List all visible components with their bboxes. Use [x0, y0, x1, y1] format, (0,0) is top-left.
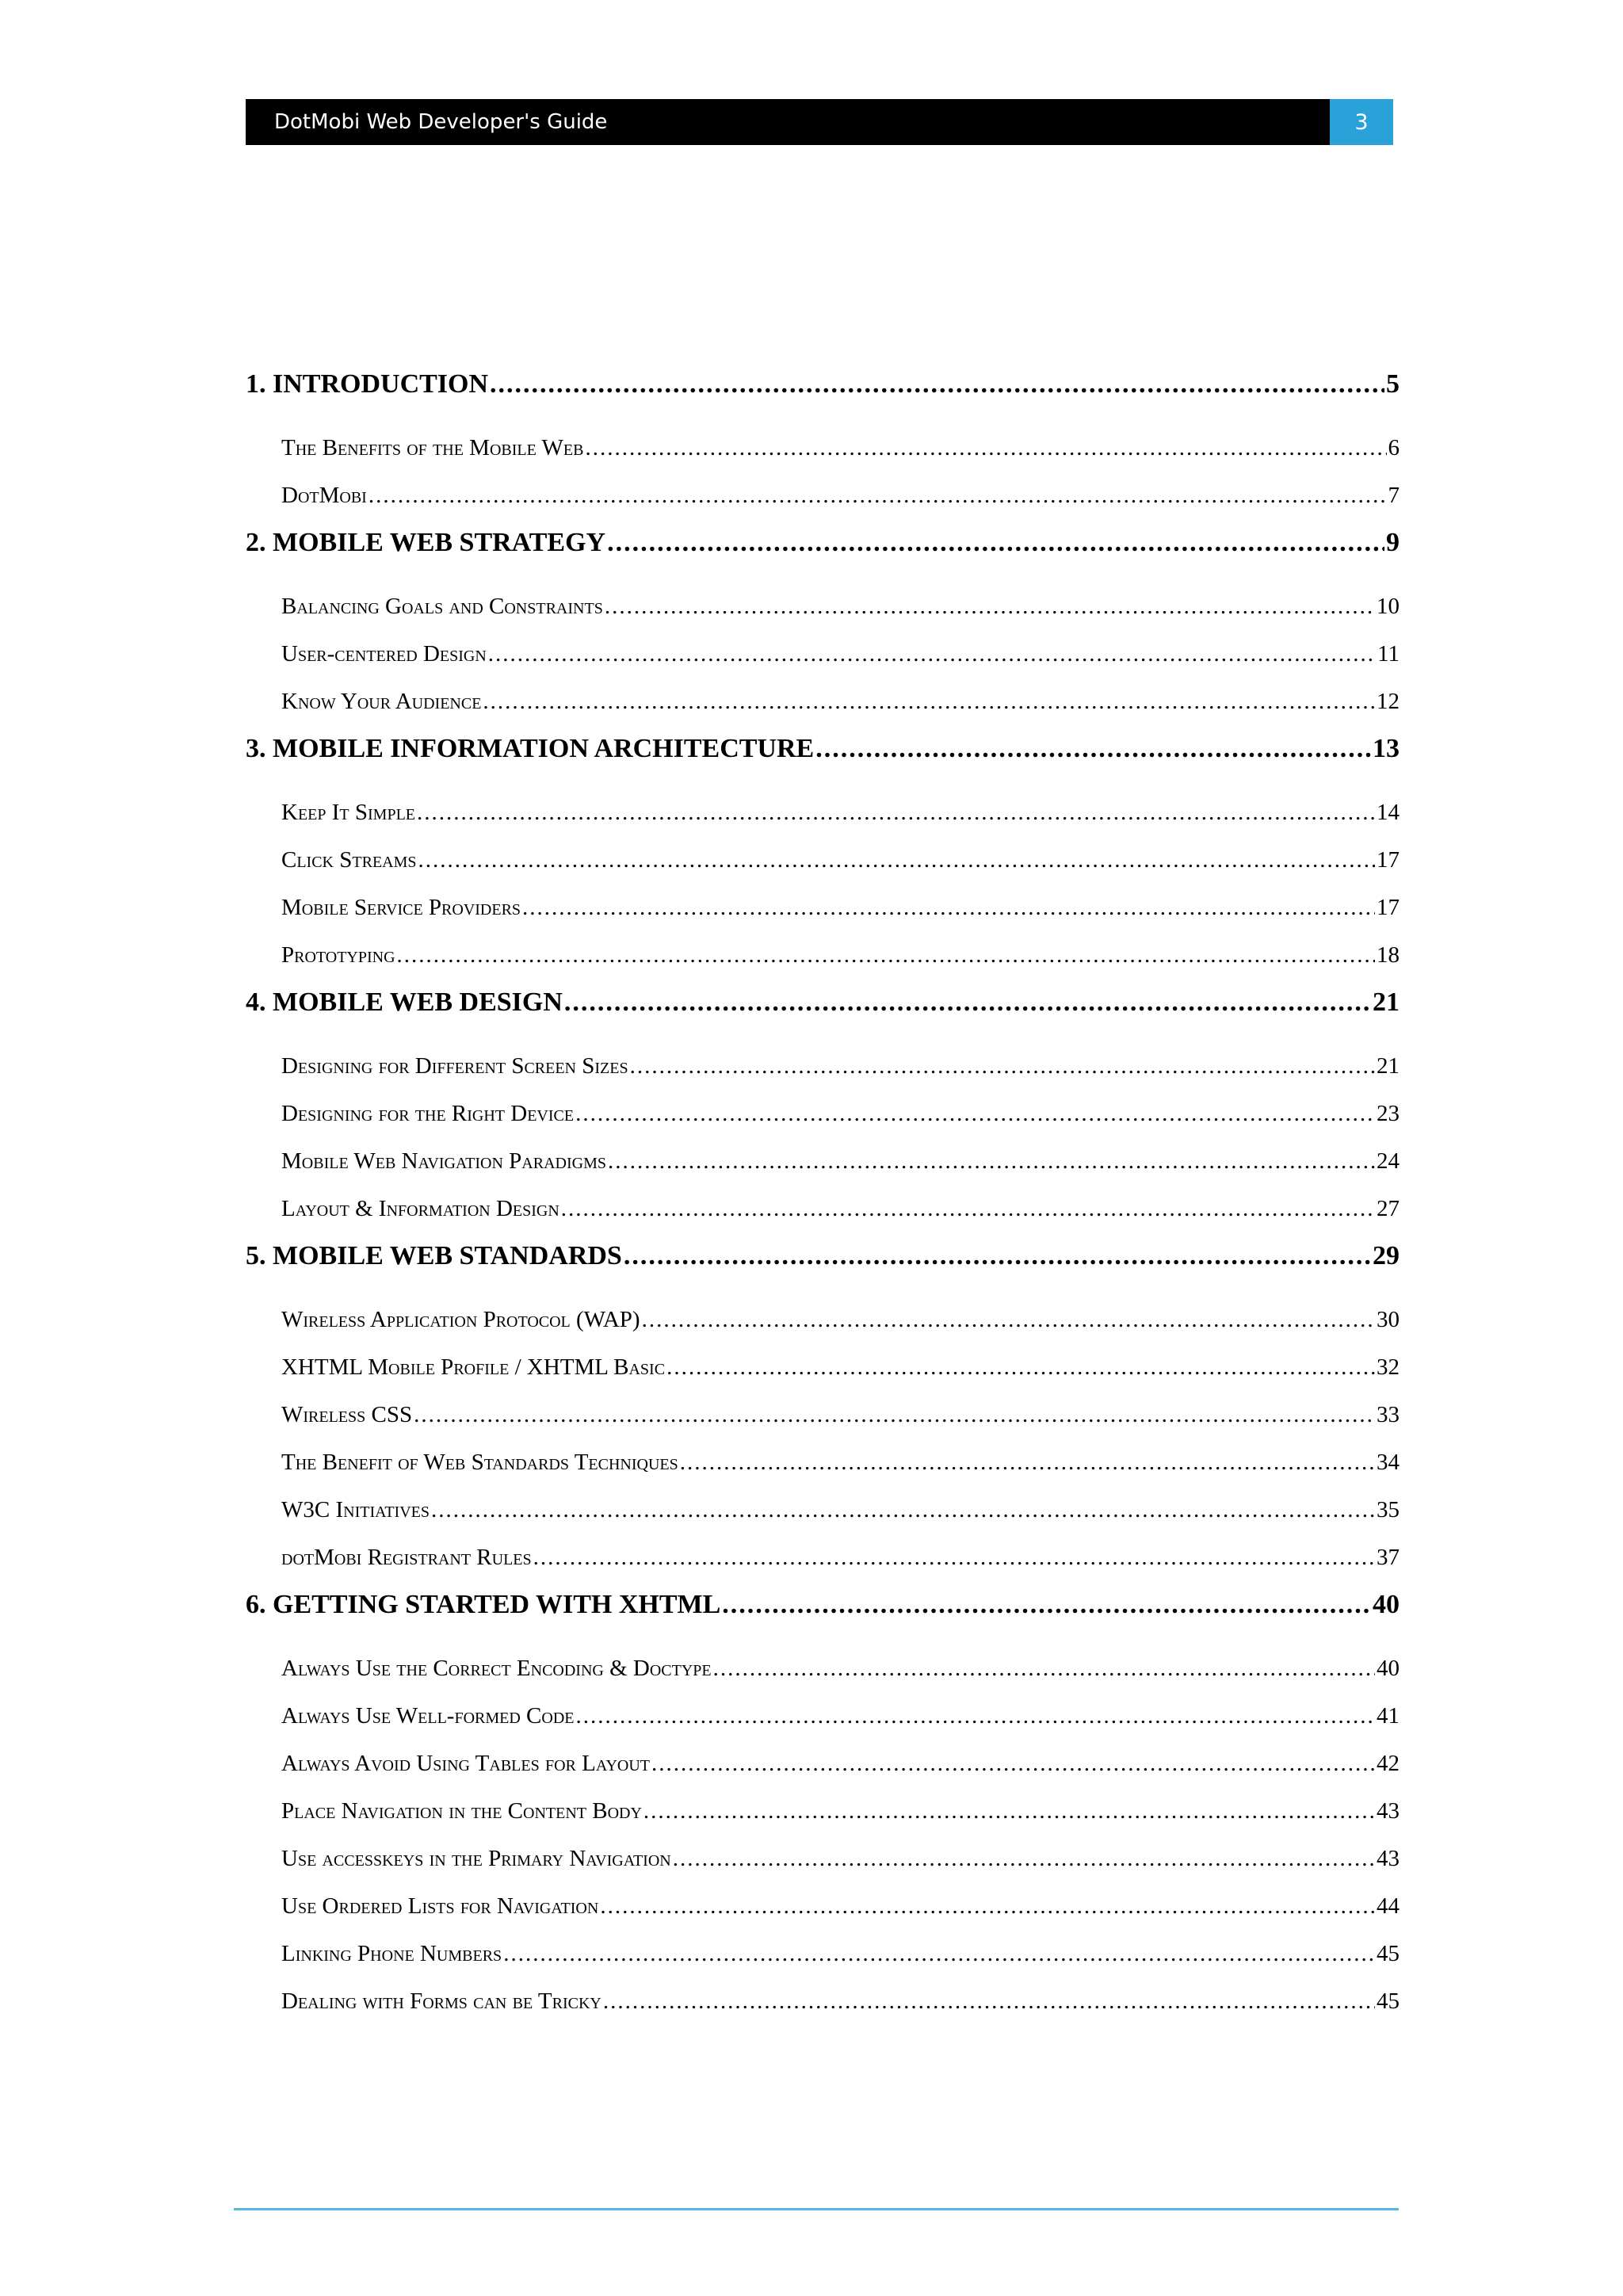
toc-subsection-entry[interactable] [246, 424, 1400, 472]
dot-leader [576, 1692, 1376, 1740]
dot-leader [630, 1042, 1375, 1090]
toc-subsection-entry[interactable] [246, 789, 1400, 836]
toc-subsection-entry[interactable] [246, 1977, 1400, 2025]
toc-entry-page-number: 33 [1377, 1402, 1400, 1427]
toc-entry-label: Prototyping [281, 942, 395, 968]
dot-leader [603, 1977, 1375, 2025]
dot-leader [564, 979, 1371, 1026]
dot-leader [643, 1787, 1375, 1835]
dot-leader [561, 1185, 1375, 1232]
toc-entry-label: W3C Initiatives [281, 1497, 430, 1522]
dot-leader [417, 789, 1375, 836]
dot-leader [600, 1882, 1375, 1930]
dot-leader [713, 1645, 1375, 1692]
toc-entry-label: Dealing with Forms can be Tricky [281, 1988, 601, 2014]
toc-section-entry[interactable] [246, 519, 1400, 583]
dot-leader [607, 519, 1384, 567]
document-title: DotMobi Web Developer's Guide [274, 110, 608, 134]
toc-entry-page-number: 18 [1377, 942, 1400, 968]
toc-entry-page-number: 37 [1377, 1545, 1400, 1570]
toc-subsection-entry[interactable] [246, 1042, 1400, 1090]
toc-subsection-entry[interactable] [246, 1343, 1400, 1391]
dot-leader [575, 1090, 1375, 1137]
toc-entry-label: Always Use Well-formed Code [281, 1703, 575, 1729]
toc-entry-page-number: 13 [1373, 734, 1400, 763]
dot-leader [533, 1534, 1375, 1581]
toc-subsection-entry[interactable] [246, 583, 1400, 630]
toc-entry-label: dotMobi Registrant Rules [281, 1545, 532, 1570]
toc-entry-label: Designing for the Right Device [281, 1101, 575, 1126]
toc-entry-label: 3. MOBILE INFORMATION ARCHITECTURE [246, 734, 815, 763]
toc-entry-label: Keep It Simple [281, 800, 416, 825]
toc-entry-page-number: 27 [1377, 1196, 1400, 1221]
toc-subsection-entry[interactable] [246, 1296, 1400, 1343]
toc-entry-page-number: 41 [1377, 1703, 1400, 1729]
dot-leader [418, 836, 1375, 884]
toc-entry-label: 2. MOBILE WEB STRATEGY [246, 528, 606, 557]
toc-section-entry[interactable] [246, 979, 1400, 1042]
dot-leader [642, 1296, 1375, 1343]
toc-entry-page-number: 21 [1373, 988, 1400, 1017]
toc-entry-label: The Benefits of the Mobile Web [281, 435, 584, 460]
dot-leader [585, 424, 1386, 472]
toc-entry-label: 6. GETTING STARTED WITH XHTML [246, 1590, 721, 1619]
toc-entry-page-number: 29 [1373, 1241, 1400, 1270]
toc-entry-page-number: 42 [1377, 1751, 1400, 1776]
dot-leader [483, 678, 1375, 725]
toc-entry-page-number: 9 [1386, 528, 1400, 557]
toc-entry-page-number: 17 [1377, 847, 1400, 873]
toc-subsection-entry[interactable] [246, 1930, 1400, 1977]
toc-subsection-entry[interactable] [246, 931, 1400, 979]
toc-entry-label: Balancing Goals and Constraints [281, 594, 603, 619]
toc-entry-page-number: 10 [1377, 594, 1400, 619]
toc-entry-page-number: 43 [1377, 1846, 1400, 1871]
toc-entry-page-number: 17 [1377, 895, 1400, 920]
dot-leader [680, 1438, 1375, 1486]
dot-leader [608, 1137, 1375, 1185]
dot-leader [503, 1930, 1375, 1977]
page-number-badge: 3 [1330, 99, 1393, 145]
dot-leader [673, 1835, 1375, 1882]
toc-entry-label: User-centered Design [281, 641, 487, 667]
toc-subsection-entry[interactable] [246, 630, 1400, 678]
toc-entry-label: DotMobi [281, 483, 367, 508]
toc-entry-page-number: 21 [1377, 1053, 1400, 1079]
toc-subsection-entry[interactable] [246, 1534, 1400, 1581]
dot-leader [488, 630, 1376, 678]
toc-entry-label: Layout & Information Design [281, 1196, 559, 1221]
toc-entry-page-number: 45 [1377, 1988, 1400, 2014]
toc-section-entry[interactable] [246, 1232, 1400, 1296]
toc-entry-page-number: 12 [1377, 689, 1400, 714]
toc-entry-label: Click Streams [281, 847, 417, 873]
toc-entry-label: Know Your Audience [281, 689, 482, 714]
dot-leader [522, 884, 1375, 931]
toc-subsection-entry[interactable] [246, 1486, 1400, 1534]
toc-entry-page-number: 23 [1377, 1101, 1400, 1126]
toc-entry-label: Place Navigation in the Content Body [281, 1798, 642, 1824]
toc-entry-label: Linking Phone Numbers [281, 1941, 502, 1966]
toc-entry-page-number: 32 [1377, 1354, 1400, 1380]
toc-entry-label: Use Ordered Lists for Navigation [281, 1893, 599, 1919]
toc-entry-page-number: 14 [1377, 800, 1400, 825]
dot-leader [624, 1232, 1371, 1280]
footer-divider [234, 2208, 1399, 2210]
toc-section-entry[interactable] [246, 725, 1400, 789]
toc-entry-page-number: 44 [1377, 1893, 1400, 1919]
dot-leader [414, 1391, 1375, 1438]
dot-leader [666, 1343, 1375, 1391]
toc-entry-label: Mobile Web Navigation Paradigms [281, 1148, 606, 1174]
toc-entry-page-number: 40 [1373, 1590, 1400, 1619]
toc-entry-page-number: 5 [1386, 369, 1400, 399]
toc-entry-page-number: 40 [1377, 1656, 1400, 1681]
toc-entry-label: Mobile Service Providers [281, 895, 521, 920]
toc-entry-label: Wireless Application Protocol (WAP) [281, 1307, 640, 1332]
toc-subsection-entry[interactable] [246, 1882, 1400, 1930]
toc-subsection-entry[interactable] [246, 1835, 1400, 1882]
toc-entry-page-number: 34 [1377, 1450, 1400, 1475]
dot-leader [490, 361, 1384, 408]
toc-entry-page-number: 43 [1377, 1798, 1400, 1824]
dot-leader [431, 1486, 1375, 1534]
toc-entry-label: The Benefit of Web Standards Techniques [281, 1450, 678, 1475]
toc-subsection-entry[interactable] [246, 1787, 1400, 1835]
toc-section-entry[interactable] [246, 1581, 1400, 1645]
toc-entry-label: 4. MOBILE WEB DESIGN [246, 988, 563, 1017]
toc-entry-page-number: 11 [1377, 641, 1400, 667]
toc-subsection-entry[interactable] [246, 678, 1400, 725]
toc-entry-page-number: 24 [1377, 1148, 1400, 1174]
toc-subsection-entry[interactable] [246, 1185, 1400, 1232]
toc-entry-label: Use accesskeys in the Primary Navigation [281, 1846, 671, 1871]
toc-subsection-entry[interactable] [246, 1645, 1400, 1692]
toc-entry-label: Always Use the Correct Encoding & Doctype [281, 1656, 712, 1681]
toc-subsection-entry[interactable] [246, 472, 1400, 519]
toc-subsection-entry[interactable] [246, 884, 1400, 931]
toc-subsection-entry[interactable] [246, 1438, 1400, 1486]
dot-leader [605, 583, 1375, 630]
table-of-contents [246, 361, 1400, 2025]
toc-subsection-entry[interactable] [246, 1137, 1400, 1185]
toc-entry-page-number: 7 [1388, 483, 1400, 508]
toc-section-entry[interactable] [246, 361, 1400, 424]
dot-leader [369, 472, 1387, 519]
running-header [246, 99, 1393, 145]
toc-entry-label: 5. MOBILE WEB STANDARDS [246, 1241, 622, 1270]
toc-subsection-entry[interactable] [246, 1090, 1400, 1137]
toc-entry-page-number: 45 [1377, 1941, 1400, 1966]
toc-entry-label: Wireless CSS [281, 1402, 413, 1427]
toc-subsection-entry[interactable] [246, 1391, 1400, 1438]
dot-leader [815, 725, 1371, 773]
toc-entry-label: 1. INTRODUCTION [246, 369, 489, 399]
toc-entry-label: XHTML Mobile Profile / XHTML Basic [281, 1354, 666, 1380]
toc-entry-page-number: 30 [1377, 1307, 1400, 1332]
toc-subsection-entry[interactable] [246, 836, 1400, 884]
toc-subsection-entry[interactable] [246, 1740, 1400, 1787]
toc-subsection-entry[interactable] [246, 1692, 1400, 1740]
toc-entry-label: Designing for Different Screen Sizes [281, 1053, 628, 1079]
toc-entry-page-number: 35 [1377, 1497, 1400, 1522]
toc-entry-label: Always Avoid Using Tables for Layout [281, 1751, 651, 1776]
dot-leader [651, 1740, 1375, 1787]
dot-leader [397, 931, 1375, 979]
toc-entry-page-number: 6 [1388, 435, 1400, 460]
dot-leader [722, 1581, 1371, 1629]
